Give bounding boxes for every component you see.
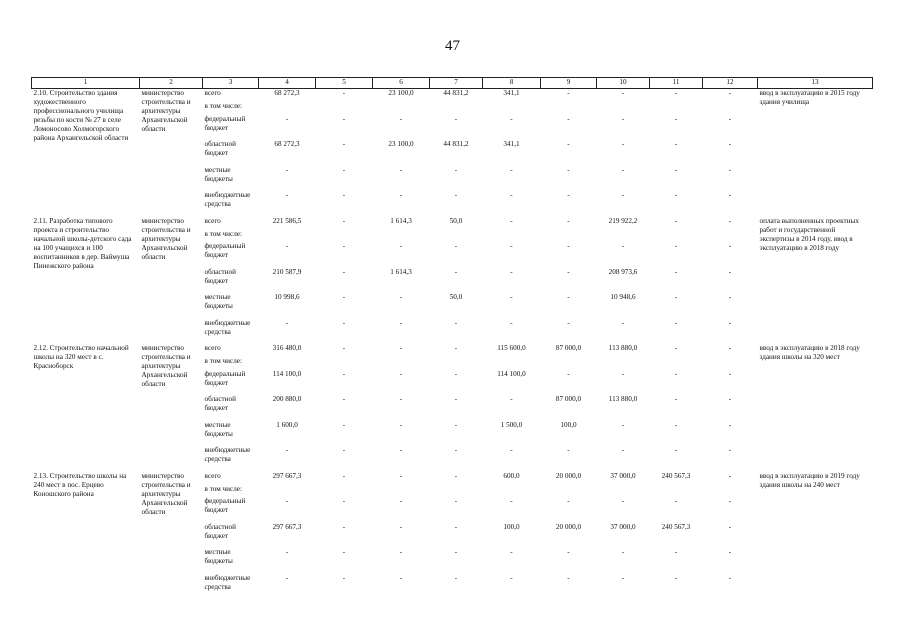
value-cell: 20 000,0 xyxy=(555,522,582,531)
value-cell: - xyxy=(674,242,678,250)
value-cell: - xyxy=(567,191,570,199)
value-cell: - xyxy=(674,89,678,97)
section-name: 2.11. Разработка типового проекта и строительство начальной школы-детского сада на 100 учащихся и 100 воспитанников в дер. Ваймуша Пинежского района xyxy=(33,216,132,270)
section-name: 2.13. Строительство школы на 240 мест в пос. Ерцево Коношского района xyxy=(33,471,127,498)
value-cell: - xyxy=(399,242,403,250)
section-name: 2.10. Строительство здания художественного профессионального училища резьбы по кости № 27 в селе Ломоносово Холмогорского района Архангельской области xyxy=(33,89,129,142)
value-cell: - xyxy=(621,165,625,174)
value-cell: - xyxy=(399,446,403,454)
value-cell: 341,1 xyxy=(503,140,520,148)
column-header: 11 xyxy=(650,78,703,89)
value-cell: - xyxy=(674,395,678,403)
funding-source-label: местные бюджеты xyxy=(204,293,233,310)
value-cell: - xyxy=(510,242,513,250)
section-executor: министерство строительства и архитектуры Архангельской области xyxy=(141,216,191,261)
column-header: 2 xyxy=(140,78,203,89)
value-cell: - xyxy=(674,369,678,378)
table-row xyxy=(32,89,873,115)
funding-source-label: внебюджетные средства xyxy=(204,446,251,463)
value-cell: - xyxy=(454,471,458,480)
funding-source-label: областной бюджет xyxy=(204,522,236,540)
funding-source-label: местные бюджеты xyxy=(204,165,233,183)
value-cell: - xyxy=(510,191,513,199)
funding-source-cell xyxy=(203,344,259,370)
table-row xyxy=(32,217,873,243)
value-cell: - xyxy=(728,497,732,505)
value-cell: - xyxy=(728,446,732,454)
value-cell: - xyxy=(510,293,513,301)
value-cell: 1 614,3 xyxy=(390,216,412,225)
funding-source-cell xyxy=(203,370,259,396)
value-cell: - xyxy=(674,573,678,582)
section-notes: оплата выполненных проектных работ и государственной экспертизы в 2014 году, ввод в эксплуатацию в 2018 году xyxy=(759,216,859,252)
value-cell: - xyxy=(454,395,458,403)
value-cell: 240 567,3 xyxy=(661,522,691,531)
value-cell: - xyxy=(510,395,513,403)
value-cell: - xyxy=(621,369,625,378)
value-cell: - xyxy=(567,369,570,378)
value-cell: 100,0 xyxy=(503,522,520,531)
funding-source-cell xyxy=(203,523,259,549)
funding-source-sublabel: в том числе: xyxy=(204,229,242,238)
column-header: 7 xyxy=(430,78,483,89)
value-cell: - xyxy=(510,114,513,123)
value-cell: - xyxy=(567,114,570,123)
funding-source-cell xyxy=(203,421,259,447)
value-cell: - xyxy=(567,267,570,276)
funding-source-cell xyxy=(203,446,259,472)
value-cell: - xyxy=(399,471,403,480)
value-cell: - xyxy=(399,293,403,301)
value-cell: 341,1 xyxy=(503,89,520,97)
value-cell: 114 100,0 xyxy=(272,369,302,378)
value-cell: - xyxy=(399,573,403,582)
value-cell: - xyxy=(342,573,346,582)
value-cell: - xyxy=(342,242,346,250)
value-cell: - xyxy=(567,318,570,327)
value-cell: - xyxy=(621,548,625,556)
value-cell: - xyxy=(454,344,458,352)
value-cell: - xyxy=(399,522,403,531)
funding-source-cell xyxy=(203,497,259,523)
funding-source-label: областной бюджет xyxy=(204,395,236,412)
value-cell: - xyxy=(285,318,289,327)
value-cell: - xyxy=(621,114,625,123)
value-cell: 1 500,0 xyxy=(500,420,523,429)
funding-source-label: местные бюджеты xyxy=(204,548,233,565)
value-cell: - xyxy=(510,548,513,556)
value-cell: - xyxy=(454,446,458,454)
value-cell: 100,0 xyxy=(560,420,577,429)
column-header: 9 xyxy=(541,78,597,89)
value-cell: - xyxy=(674,344,678,352)
value-cell: - xyxy=(454,369,458,378)
funding-source-label: всего xyxy=(204,89,221,97)
funding-source-label: федеральный бюджет xyxy=(204,242,246,259)
value-cell: - xyxy=(674,420,678,429)
value-cell: 10 948,6 xyxy=(610,293,636,301)
funding-source-label: всего xyxy=(204,216,221,225)
value-cell: 37 000,0 xyxy=(610,471,636,480)
funding-source-cell xyxy=(203,217,259,243)
value-cell: - xyxy=(510,446,513,454)
value-cell: - xyxy=(728,191,732,199)
funding-source-cell xyxy=(203,293,259,319)
value-cell: - xyxy=(285,165,289,174)
funding-source-cell xyxy=(203,242,259,268)
section-notes: ввод в эксплуатацию в 2019 году здания школы на 240 мест xyxy=(759,471,860,489)
value-cell: - xyxy=(510,318,513,327)
value-cell: - xyxy=(728,471,732,480)
value-cell: 50,0 xyxy=(449,293,463,301)
value-cell: - xyxy=(342,293,346,301)
value-cell: 68 272,3 xyxy=(274,140,300,148)
value-cell: 210 587,9 xyxy=(272,267,302,276)
value-cell: 221 586,5 xyxy=(272,216,302,225)
funding-source-sublabel: в том числе: xyxy=(204,102,242,110)
value-cell: - xyxy=(510,267,513,276)
value-cell: - xyxy=(399,114,403,123)
value-cell: - xyxy=(454,165,458,174)
value-cell: - xyxy=(728,242,732,250)
value-cell: 1 614,3 xyxy=(390,267,412,276)
value-cell: - xyxy=(285,242,289,250)
value-cell: 10 998,6 xyxy=(274,293,300,301)
value-cell: - xyxy=(567,140,570,148)
value-cell: - xyxy=(728,548,732,556)
funding-source-cell xyxy=(203,268,259,294)
value-cell: 1 600,0 xyxy=(276,420,298,429)
page-number: 47 xyxy=(445,38,460,54)
budget-table xyxy=(31,77,873,599)
value-cell: 20 000,0 xyxy=(555,471,582,480)
value-cell: - xyxy=(567,216,570,225)
value-cell: - xyxy=(728,522,732,531)
section-executor: министерство строительства и архитектуры Архангельской области xyxy=(141,344,191,388)
column-header: 1 xyxy=(32,78,140,89)
value-cell: - xyxy=(342,216,346,225)
value-cell: - xyxy=(399,191,403,199)
value-cell: - xyxy=(728,369,732,378)
value-cell: - xyxy=(728,344,732,352)
column-header: 6 xyxy=(373,78,430,89)
value-cell: - xyxy=(728,267,732,276)
column-header-row xyxy=(32,78,873,89)
value-cell: - xyxy=(567,497,570,505)
value-cell: 219 922,2 xyxy=(608,216,638,225)
funding-source-cell xyxy=(203,166,259,192)
value-cell: - xyxy=(567,293,570,301)
value-cell: - xyxy=(454,191,458,199)
value-cell: - xyxy=(342,395,346,403)
value-cell: - xyxy=(454,497,458,505)
value-cell: - xyxy=(285,548,289,556)
value-cell: - xyxy=(728,89,732,97)
value-cell: 297 667,3 xyxy=(272,522,302,531)
value-cell: - xyxy=(674,191,678,199)
value-cell: - xyxy=(342,344,346,352)
funding-source-cell xyxy=(203,574,259,600)
funding-source-cell xyxy=(203,191,259,217)
column-header: 3 xyxy=(203,78,259,89)
funding-source-label: федеральный бюджет xyxy=(204,369,246,387)
value-cell: - xyxy=(342,548,346,556)
value-cell: - xyxy=(454,548,458,556)
funding-source-cell xyxy=(203,395,259,421)
value-cell: - xyxy=(342,318,346,327)
value-cell: - xyxy=(454,242,458,250)
funding-source-label: федеральный бюджет xyxy=(204,114,246,132)
funding-source-label: всего xyxy=(204,344,221,352)
value-cell: - xyxy=(399,497,403,505)
value-cell: - xyxy=(567,242,570,250)
value-cell: - xyxy=(399,369,403,378)
value-cell: - xyxy=(674,548,678,556)
value-cell: - xyxy=(399,420,403,429)
value-cell: - xyxy=(621,191,625,199)
value-cell: - xyxy=(728,573,732,582)
value-cell: - xyxy=(621,242,625,250)
value-cell: - xyxy=(342,471,346,480)
value-cell: 87 000,0 xyxy=(555,344,582,352)
value-cell: - xyxy=(454,318,458,327)
value-cell: 113 880,0 xyxy=(608,395,638,403)
column-header: 5 xyxy=(316,78,373,89)
value-cell: - xyxy=(567,89,570,97)
funding-source-cell xyxy=(203,548,259,574)
value-cell: - xyxy=(567,573,570,582)
table-row xyxy=(32,344,873,370)
value-cell: 208 973,6 xyxy=(608,267,638,276)
funding-source-sublabel: в том числе: xyxy=(204,484,242,493)
value-cell: 87 000,0 xyxy=(555,395,582,403)
value-cell: - xyxy=(621,318,625,327)
value-cell: - xyxy=(285,446,289,454)
value-cell: 68 272,3 xyxy=(274,89,300,97)
funding-source-cell xyxy=(203,319,259,345)
value-cell: - xyxy=(399,344,403,352)
funding-source-label: внебюджетные средства xyxy=(204,318,251,336)
value-cell: - xyxy=(674,446,678,454)
value-cell: - xyxy=(674,497,678,505)
value-cell: 113 880,0 xyxy=(608,344,638,352)
value-cell: - xyxy=(285,114,289,123)
value-cell: - xyxy=(399,395,403,403)
column-header: 8 xyxy=(483,78,541,89)
value-cell: - xyxy=(621,140,625,148)
value-cell: - xyxy=(567,548,570,556)
column-header: 13 xyxy=(758,78,873,89)
value-cell: - xyxy=(510,573,513,582)
value-cell: - xyxy=(342,522,346,531)
value-cell: - xyxy=(674,267,678,276)
value-cell: - xyxy=(728,165,732,174)
value-cell: - xyxy=(342,89,346,97)
funding-source-label: областной бюджет xyxy=(204,267,236,285)
value-cell: - xyxy=(285,191,289,199)
table-row xyxy=(32,472,873,498)
section-executor: министерство строительства и архитектуры Архангельской области xyxy=(141,471,191,516)
funding-source-cell xyxy=(203,89,259,115)
value-cell: 297 667,3 xyxy=(272,471,302,480)
value-cell: 23 100,0 xyxy=(388,140,414,148)
value-cell: - xyxy=(342,191,346,199)
funding-source-label: областной бюджет xyxy=(204,140,236,157)
value-cell: - xyxy=(621,497,625,505)
value-cell: - xyxy=(510,165,513,174)
value-cell: 316 480,0 xyxy=(272,344,302,352)
value-cell: - xyxy=(510,497,513,505)
value-cell: - xyxy=(342,140,346,148)
value-cell: 50,0 xyxy=(449,216,463,225)
value-cell: - xyxy=(399,165,403,174)
section-notes: ввод в эксплуатацию в 2015 году здания училища xyxy=(759,89,860,106)
value-cell: - xyxy=(342,446,346,454)
section-executor: министерство строительства и архитектуры Архангельской области xyxy=(141,89,191,133)
value-cell: - xyxy=(285,573,289,582)
value-cell: - xyxy=(674,114,678,123)
value-cell: - xyxy=(728,140,732,148)
value-cell: - xyxy=(728,395,732,403)
value-cell: - xyxy=(454,522,458,531)
value-cell: - xyxy=(454,573,458,582)
funding-source-cell xyxy=(203,140,259,166)
value-cell: - xyxy=(454,267,458,276)
value-cell: - xyxy=(399,548,403,556)
section-notes: ввод в эксплуатацию в 2018 году здания школы на 320 мест xyxy=(759,344,860,361)
value-cell: - xyxy=(728,293,732,301)
value-cell: - xyxy=(674,318,678,327)
value-cell: - xyxy=(342,267,346,276)
value-cell: 44 831,2 xyxy=(443,89,469,97)
value-cell: - xyxy=(510,216,513,225)
value-cell: - xyxy=(342,114,346,123)
value-cell: 200 880,0 xyxy=(272,395,302,403)
value-cell: 240 567,3 xyxy=(661,471,691,480)
section-name: 2.12. Строительство начальной школы на 320 мест в с. Красноборск xyxy=(33,344,129,370)
value-cell: - xyxy=(621,89,625,97)
funding-source-label: внебюджетные средства xyxy=(204,191,251,208)
value-cell: 44 831,2 xyxy=(443,140,469,148)
value-cell: - xyxy=(674,165,678,174)
value-cell: 115 600,0 xyxy=(497,344,526,352)
column-header: 4 xyxy=(259,78,316,89)
value-cell: - xyxy=(342,369,346,378)
value-cell: - xyxy=(399,318,403,327)
value-cell: - xyxy=(342,165,346,174)
value-cell: - xyxy=(342,420,346,429)
value-cell: - xyxy=(621,573,625,582)
value-cell: - xyxy=(674,140,678,148)
value-cell: - xyxy=(674,293,678,301)
value-cell: 23 100,0 xyxy=(388,89,414,97)
value-cell: - xyxy=(728,216,732,225)
funding-source-cell xyxy=(203,115,259,141)
column-header: 12 xyxy=(703,78,758,89)
funding-source-label: местные бюджеты xyxy=(204,420,233,438)
value-cell: - xyxy=(567,165,570,174)
value-cell: 37 000,0 xyxy=(610,522,636,531)
funding-source-label: внебюджетные средства xyxy=(204,573,251,591)
value-cell: - xyxy=(728,420,732,429)
column-header: 10 xyxy=(597,78,650,89)
value-cell: - xyxy=(567,446,570,454)
value-cell: - xyxy=(342,497,346,505)
value-cell: - xyxy=(454,420,458,429)
value-cell: - xyxy=(285,497,289,505)
value-cell: - xyxy=(728,114,732,123)
value-cell: - xyxy=(454,114,458,123)
funding-source-cell xyxy=(203,472,259,498)
funding-source-sublabel: в том числе: xyxy=(204,357,242,365)
funding-source-label: всего xyxy=(204,471,221,480)
value-cell: - xyxy=(728,318,732,327)
value-cell: - xyxy=(621,446,625,454)
value-cell: - xyxy=(621,420,625,429)
value-cell: 600,0 xyxy=(503,471,520,480)
value-cell: - xyxy=(674,216,678,225)
value-cell: 114 100,0 xyxy=(497,369,526,378)
funding-source-label: федеральный бюджет xyxy=(204,497,246,514)
